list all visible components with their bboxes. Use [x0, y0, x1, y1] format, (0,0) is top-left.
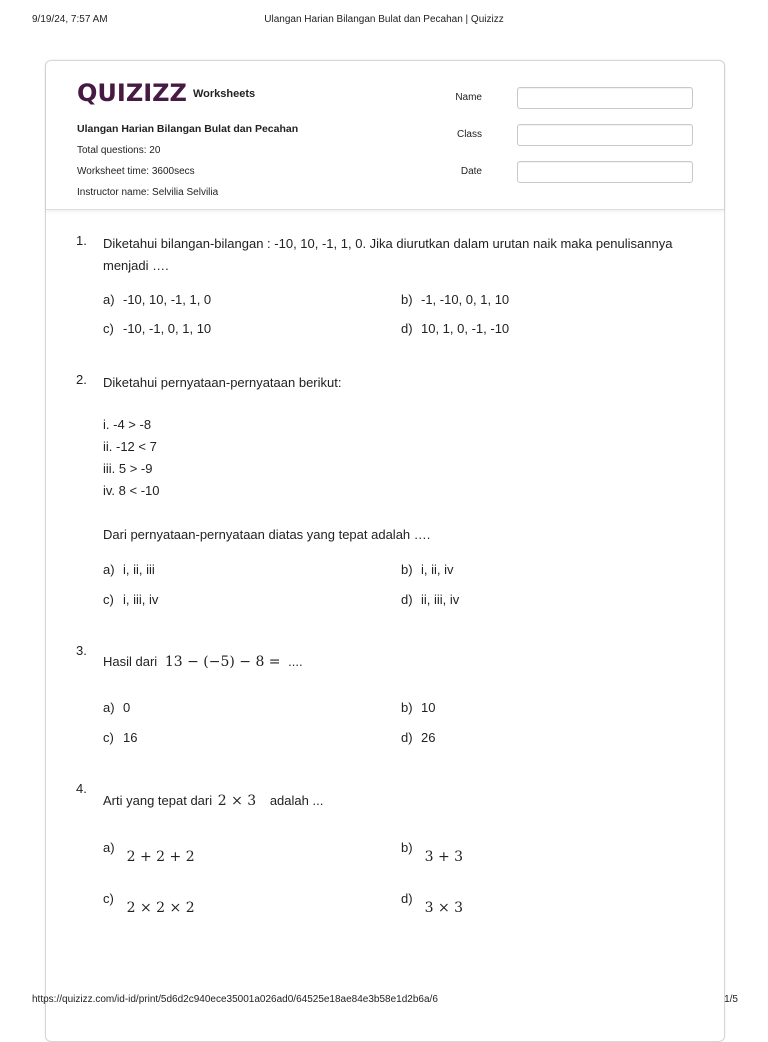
option-letter: a)	[103, 840, 115, 855]
option-letter: b)	[401, 562, 413, 577]
question-number: 4.	[76, 781, 87, 796]
question-text-suffix: adalah ...	[269, 793, 324, 808]
print-page-number: 1/5	[724, 994, 738, 1005]
option-letter: d)	[401, 730, 413, 745]
date-label: Date	[460, 166, 482, 177]
option-math: 2 + 2 + 2	[126, 849, 195, 865]
option-letter: a)	[103, 292, 115, 307]
worksheet-meta	[77, 119, 298, 203]
statement-item: ii. -12 < 7	[103, 439, 157, 454]
worksheet-time: Worksheet time: 3600secs	[77, 166, 195, 177]
option-text: ii, iii, iv	[421, 592, 460, 607]
option-c	[103, 891, 195, 916]
class-field-row	[456, 124, 696, 146]
option-math: 2 × 2 × 2	[126, 900, 195, 916]
option-c	[103, 730, 137, 745]
statement-item: iv. 8 < -10	[103, 483, 160, 498]
option-text: -10, -1, 0, 1, 10	[123, 321, 212, 336]
worksheet-card	[45, 60, 725, 1042]
option-a	[103, 292, 211, 307]
option-text: 10	[421, 700, 436, 715]
instructor-name: Instructor name: Selvilia Selvilia	[77, 187, 219, 198]
class-input[interactable]	[517, 124, 693, 146]
question-text: Diketahui pernyataan-pernyataan berikut:	[103, 375, 342, 390]
option-math: 3 × 3	[424, 900, 464, 916]
option-text: 26	[421, 730, 436, 745]
question-number: 3.	[76, 643, 87, 658]
statement-item: iii. 5 > -9	[103, 461, 153, 476]
question-text-prefix: Arti yang tepat dari	[103, 793, 213, 808]
option-letter: c)	[103, 592, 114, 607]
option-letter: c)	[103, 891, 114, 906]
option-text: i, ii, iii	[123, 562, 155, 577]
total-questions: Total questions: 20	[77, 145, 161, 156]
question-number: 1.	[76, 233, 87, 248]
date-field-row	[460, 161, 696, 183]
option-c	[103, 321, 211, 336]
option-text: -1, -10, 0, 1, 10	[421, 292, 510, 307]
statement-item: i. -4 > -8	[103, 417, 152, 432]
question-text	[103, 651, 693, 673]
name-input[interactable]	[517, 87, 693, 109]
statement-list	[103, 414, 159, 502]
option-letter: d)	[401, 891, 413, 906]
class-label: Class	[456, 129, 482, 140]
option-text: 0	[123, 700, 131, 715]
print-url: https://quizizz.com/id-id/print/5d6d2c940ece35001a026ad0/64525e18ae84e3b58e1d2b6a/6	[32, 994, 438, 1005]
option-text: -10, 10, -1, 1, 0	[123, 292, 212, 307]
question-followup: Dari pernyataan-pernyataan diatas yang tepat adalah ….	[103, 527, 431, 542]
logo-wordmark: QUIZIZZ	[77, 79, 187, 107]
question-text-prefix: Hasil dari	[103, 654, 158, 669]
option-d	[401, 321, 509, 336]
option-b	[401, 292, 509, 307]
option-a	[103, 840, 195, 865]
option-text: 10, 1, 0, -1, -10	[421, 321, 510, 336]
option-text: i, ii, iv	[421, 562, 454, 577]
print-page-title: Ulangan Harian Bilangan Bulat dan Pecahan | Quizizz	[264, 14, 504, 25]
question-text: Diketahui bilangan-bilangan : -10, 10, -1, 1, 0. Jika diurutkan dalam urutan naik maka penulisannya menjadi ….	[103, 236, 673, 273]
question-number: 2.	[76, 372, 87, 387]
worksheet-title: Ulangan Harian Bilangan Bulat dan Pecahan	[77, 123, 299, 135]
option-letter: a)	[103, 700, 115, 715]
option-d	[401, 891, 464, 916]
option-letter: c)	[103, 321, 114, 336]
name-field-row	[455, 87, 696, 109]
option-b	[401, 700, 435, 715]
option-letter: b)	[401, 700, 413, 715]
math-expression: 13 − (−5) − 8 =	[164, 654, 281, 670]
question-text-suffix: ....	[288, 654, 303, 669]
option-letter: d)	[401, 321, 413, 336]
option-a	[103, 700, 130, 715]
option-text: i, iii, iv	[123, 592, 159, 607]
option-math: 3 + 3	[424, 849, 464, 865]
option-d	[401, 592, 459, 607]
worksheet-header	[46, 61, 724, 210]
option-text: 16	[123, 730, 138, 745]
option-letter: d)	[401, 592, 413, 607]
math-expression: 2 × 3	[217, 793, 257, 809]
worksheets-label: Worksheets	[192, 87, 256, 100]
option-a	[103, 562, 155, 577]
name-label: Name	[455, 92, 482, 103]
option-d	[401, 730, 435, 745]
quizizz-logo	[77, 81, 255, 105]
option-letter: a)	[103, 562, 115, 577]
print-datetime: 9/19/24, 7:57 AM	[32, 14, 108, 25]
option-letter: b)	[401, 292, 413, 307]
option-letter: b)	[401, 840, 413, 855]
question-text	[103, 790, 693, 812]
option-c	[103, 592, 158, 607]
option-letter: c)	[103, 730, 114, 745]
option-b	[401, 562, 454, 577]
date-input[interactable]	[517, 161, 693, 183]
option-b	[401, 840, 464, 865]
